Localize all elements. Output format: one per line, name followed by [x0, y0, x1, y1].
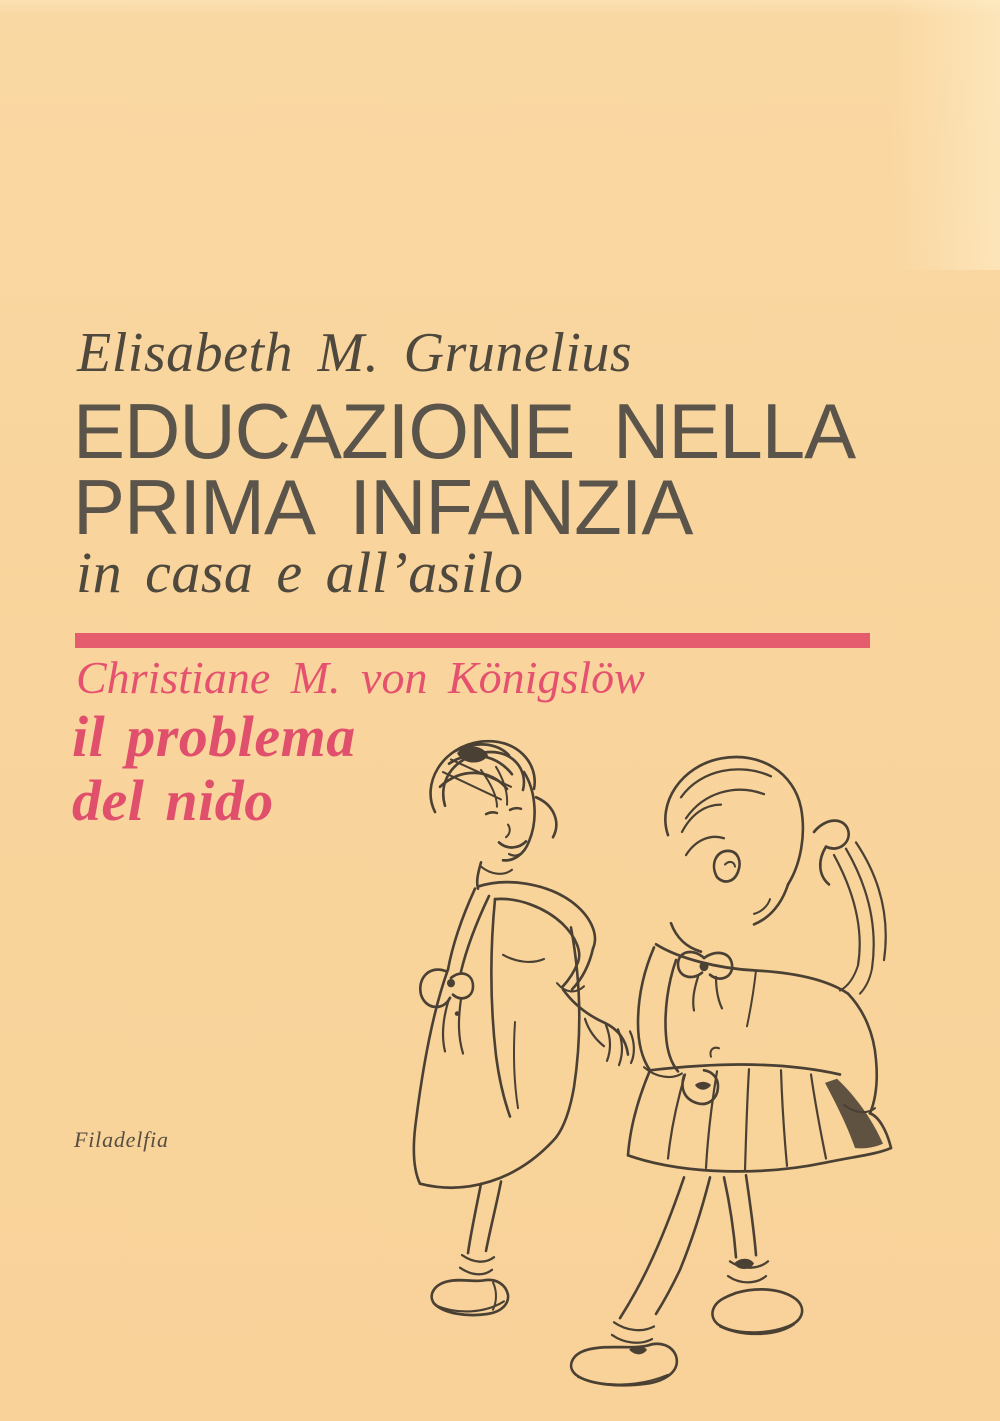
book-title-line1: EDUCAZIONE NELLA — [73, 387, 856, 475]
children-sketch-illustration — [385, 707, 900, 1400]
book-title-line2: PRIMA INFANZIA — [73, 463, 693, 551]
publisher-name: Filadelfia — [74, 1127, 169, 1152]
contributor-name: Christiane M. von Königslöw — [76, 652, 645, 703]
left-child-figure — [414, 741, 634, 1315]
author-name: Elisabeth M. Grunelius — [77, 322, 633, 384]
contribution-title — [72, 705, 356, 833]
right-child-figure — [571, 757, 891, 1385]
pink-divider-rule — [75, 633, 870, 648]
book-subtitle: in casa e all’asilo — [76, 540, 524, 605]
scan-light-band — [890, 0, 1000, 270]
contribution-title-line2: del nido — [72, 768, 274, 833]
contribution-title-line1: il problema — [72, 704, 356, 769]
book-title — [73, 387, 856, 551]
scan-light-top — [0, 0, 1000, 16]
